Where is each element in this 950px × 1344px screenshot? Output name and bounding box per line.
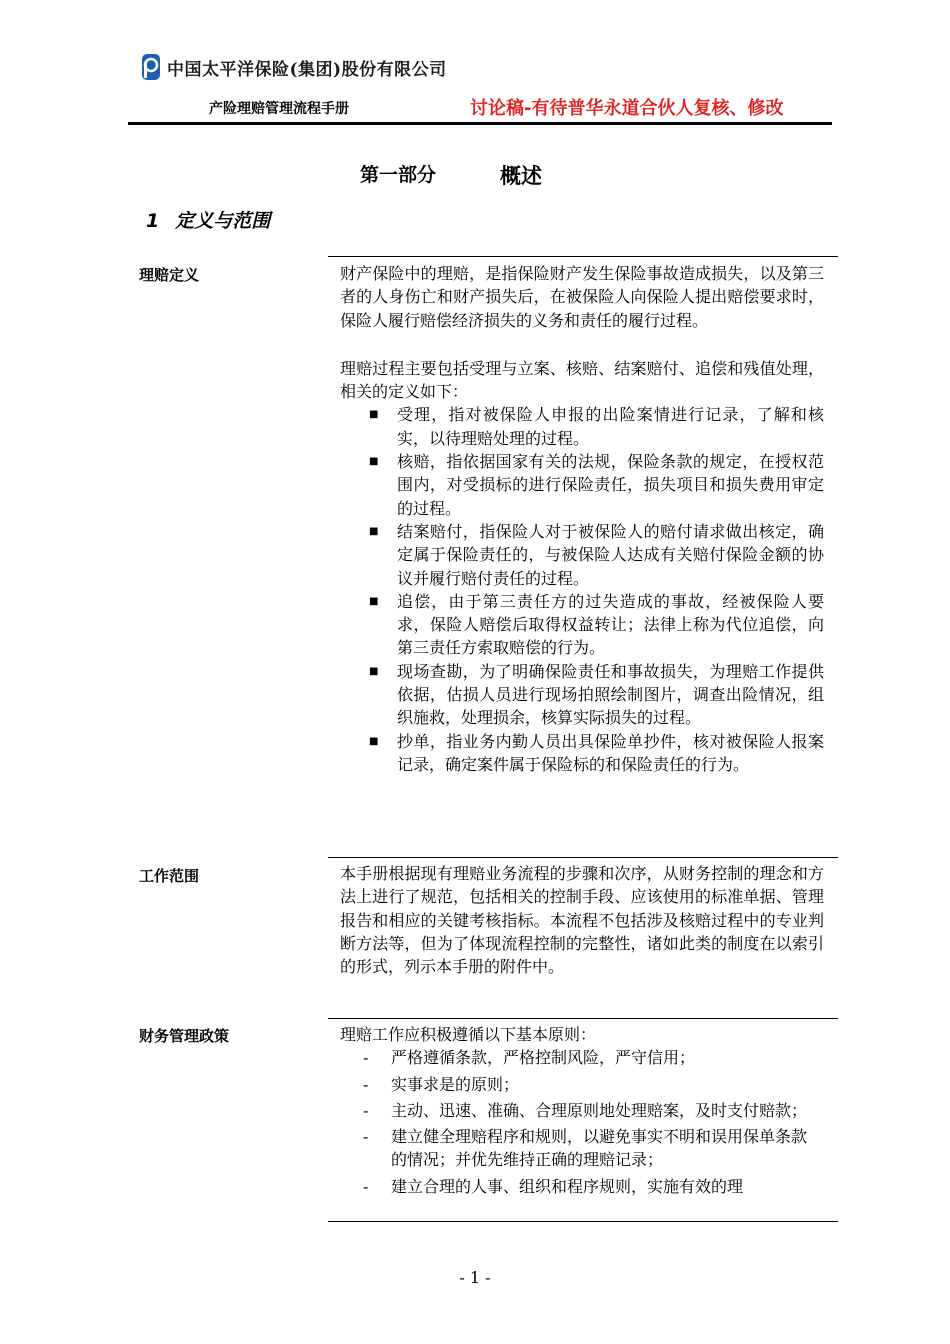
manual-title: 产险理赔管理流程手册: [209, 101, 349, 117]
logo-text: 中国太平洋保险(集团)股份有限公司: [167, 59, 447, 80]
square-bullet: ■: [369, 456, 379, 468]
dash-bullet: -: [363, 1127, 369, 1147]
scope-paragraph: 本手册根据现有理赔业务流程的步骤和次序，从财务控制的理念和方法上进行了规范，包括相关的控制手段、应该使用的标准单据、管理报告和相应的关键考核指标。本流程不包括涉及核赔过程中的专业判断方法等，但为了体现流程控制的完整性，诸如此类的制度在以索引的形式，列示本手册的附件中。: [340, 864, 824, 977]
list-item: - 严格遵循条款，严格控制风险，严守信用；: [328, 1046, 838, 1069]
definition-list: [328, 403, 838, 776]
list-item: ■ 结案赔付，指保险人对于被保险人的赔付请求做出核定，确定属于保险责任的，与被保险人达成有关赔付保险金额的协议并履行赔付责任的过程。: [369, 521, 824, 588]
dash-bullet: -: [363, 1176, 369, 1196]
part-title: [360, 160, 542, 190]
dash-bullet: -: [363, 1100, 369, 1120]
square-bullet: ■: [369, 525, 379, 537]
page-number: - 1 -: [459, 1268, 491, 1287]
policy-list: [328, 1046, 838, 1198]
table-bottom-rule: [328, 1221, 838, 1222]
list-item: - 建立合理的人事、组织和程序规则，实施有效的理: [328, 1175, 838, 1198]
square-bullet: ■: [369, 735, 379, 747]
scope-label: 工作范围: [139, 867, 200, 885]
header-rule: [128, 122, 832, 125]
part-label: 第一部分: [360, 164, 437, 186]
draft-note: 讨论稿-有待普华永道合伙人复核、修改: [470, 98, 784, 119]
list-item: - 建立健全理赔程序和规则，以避免事实不明和误用保单条款的情况；并优先维持正确的理赔记录；: [363, 1127, 808, 1170]
scope-block: [328, 857, 838, 978]
policy-block: [328, 1018, 838, 1201]
list-item: - 主动、迅速、准确、合理原则地处理赔案，及时支付赔款；: [328, 1099, 838, 1122]
definition-label: 理赔定义: [139, 266, 200, 284]
section-heading: 定义与范围: [175, 210, 271, 232]
policy-intro: 理赔工作应积极遵循以下基本原则：: [340, 1025, 597, 1044]
company-logo: [141, 50, 447, 84]
square-bullet: ■: [369, 595, 379, 607]
section-title: [146, 206, 270, 233]
cpic-logo-icon: [141, 53, 161, 81]
policy-label: 财务管理政策: [139, 1027, 230, 1045]
part-heading: 概述: [500, 164, 543, 188]
list-item: ■ 受理，指对被保险人申报的出险案情进行记录，了解和核实，以待理赔处理的过程。: [369, 405, 824, 448]
list-item: - 实事求是的原则；: [328, 1073, 838, 1096]
definition-paragraph-1: 财产保险中的理赔，是指保险财产发生保险事故造成损失，以及第三者的人身伤亡和财产损失后，在被保险人向保险人提出赔偿要求时，保险人履行赔偿经济损失的义务和责任的履行过程。: [340, 264, 824, 330]
section-number: 1: [146, 210, 160, 232]
list-item: ■ 现场查勘，为了明确保险责任和事故损失，为理赔工作提供依据，估损人员进行现场拍照绘制图片，调查出险情况，组织施救，处理损余，核算实际损失的过程。: [369, 661, 824, 728]
square-bullet: ■: [369, 665, 379, 677]
dash-bullet: -: [363, 1048, 369, 1068]
dash-bullet: -: [363, 1074, 369, 1094]
list-item: ■ 追偿，由于第三责任方的过失造成的事故，经被保险人要求，保险人赔偿后取得权益转让；法律上称为代位追偿，向第三责任方索取赔偿的行为。: [369, 591, 824, 658]
list-item: ■ 抄单，指业务内勤人员出具保险单抄件，核对被保险人报案记录，确定案件属于保险标的和保险责任的行为。: [369, 731, 824, 774]
list-item: ■ 核赔，指依据国家有关的法规，保险条款的规定，在授权范围内，对受损标的进行保险责任，损失项目和损失费用审定的过程。: [369, 452, 824, 518]
definition-block: [328, 256, 838, 776]
square-bullet: ■: [369, 409, 379, 421]
definition-paragraph-2: 理赔过程主要包括受理与立案、核赔、结案赔付、追偿和残值处理，相关的定义如下：: [340, 358, 824, 402]
